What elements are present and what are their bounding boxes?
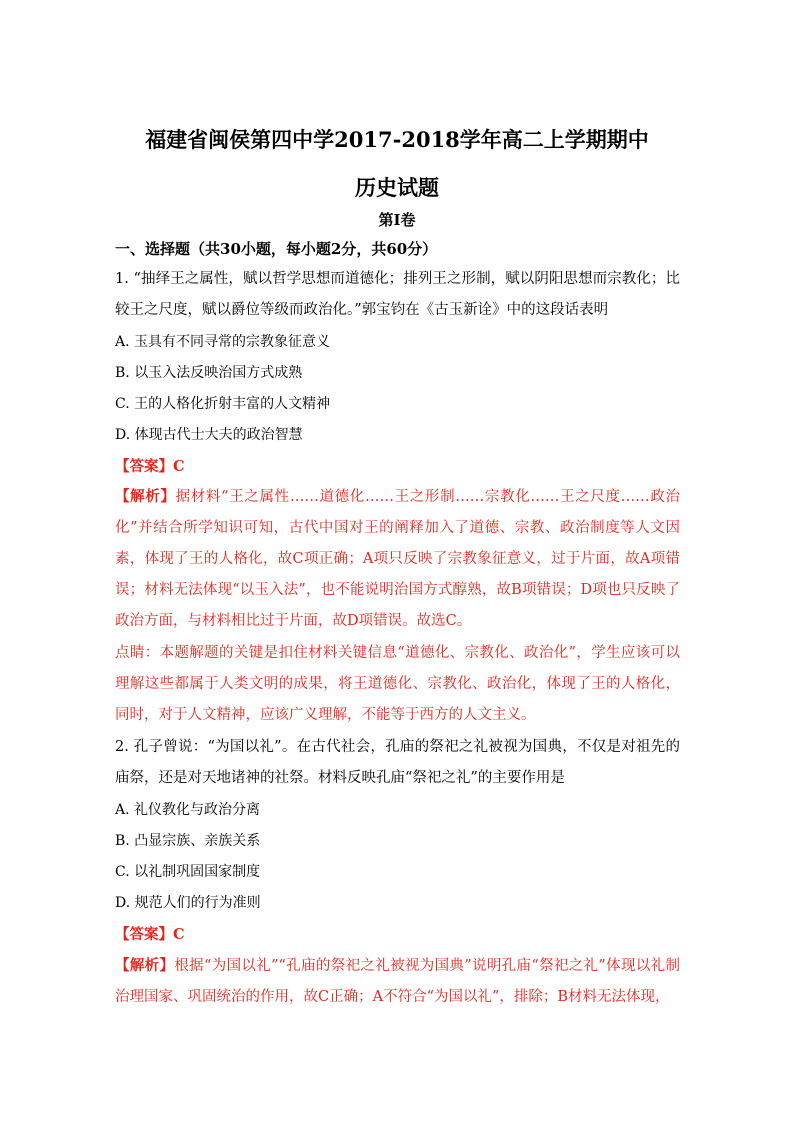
- question-1-analysis-tag: 【解析】: [115, 488, 176, 505]
- question-2-analysis-tag: 【解析】: [115, 957, 175, 974]
- document-title: 福建省闽侯第四中学2017-2018学年高二上学期期中: [145, 127, 649, 152]
- question-2-option-a: A. 礼仪教化与政治分离: [115, 802, 261, 818]
- document-subtitle: 历史试题: [355, 175, 439, 200]
- question-2-option-d: D. 规范人们的行为准则: [115, 895, 261, 911]
- question-2-stem: 2. 孔子曾说：“为国以礼”。在古代社会，孔庙的祭祀之礼被视为国典，不仅是对祖先的庙祭，还是对天地诸神的社祭。材料反映孔庙“祭祀之礼”的主要作用是: [115, 739, 680, 786]
- question-2-analysis: [115, 950, 680, 1013]
- question-1-analysis: [115, 481, 680, 637]
- question-1-note: 点睛：本题解题的关键是扣住材料关键信息“道德化、宗教化、政治化”，学生应该可以理解这些都属于人类文明的成果，将王道德化、宗教化、政治化，体现了王的人格化，同时，对于人文精神，应该广义理解，不能等于西方的人文主义。: [115, 645, 680, 723]
- question-1-stem: 1. “抽绎王之属性，赋以哲学思想而道德化；排列王之形制，赋以阴阳思想而宗教化；比较王之尺度，赋以爵位等级而政治化。”郭宝钧在《古玉新诠》中的这段话表明: [115, 271, 680, 318]
- question-2-analysis-text: 根据“为国以礼”“孔庙的祭祀之礼被视为国典”说明孔庙“祭祀之礼”体现以礼制治理国家、巩固统治的作用，故C正确；A不符合“为国以礼”，排除；B材料无法体现，: [115, 958, 680, 1005]
- question-1-answer: 【答案】C: [115, 458, 185, 475]
- question-1-option-d: D. 体现古代士大夫的政治智慧: [115, 427, 303, 443]
- volume-heading: 第I卷: [378, 211, 416, 229]
- question-1-option-b: B. 以玉入法反映治国方式成熟: [115, 365, 303, 381]
- question-1-option-c: C. 王的人格化折射丰富的人文精神: [115, 396, 331, 412]
- section-heading: 一、选择题（共30小题，每小题2分，共60分）: [115, 240, 438, 258]
- question-1-analysis-text: 据材料“王之属性……道德化……王之形制……宗教化……王之尺度……政治化”并结合所学知识可知，古代中国对王的阐释加入了道德、宗教、政治制度等人文因素，体现了王的人格化，故C项正确；A项只反映了宗教象征意义，过于片面，故A项错误；材料无法体现“以玉入法”，也不能说明治国方式醇熟，故B项错误；D项也只反映了政治方面，与材料相比过于片面，故D项错误。故选C。: [115, 489, 680, 629]
- question-1-option-a: A. 玉具有不同寻常的宗教象征意义: [115, 334, 331, 350]
- question-2-option-b: B. 凸显宗族、亲族关系: [115, 833, 261, 849]
- question-2-option-c: C. 以礼制巩固国家制度: [115, 864, 261, 880]
- question-2-answer: 【答案】C: [115, 926, 185, 943]
